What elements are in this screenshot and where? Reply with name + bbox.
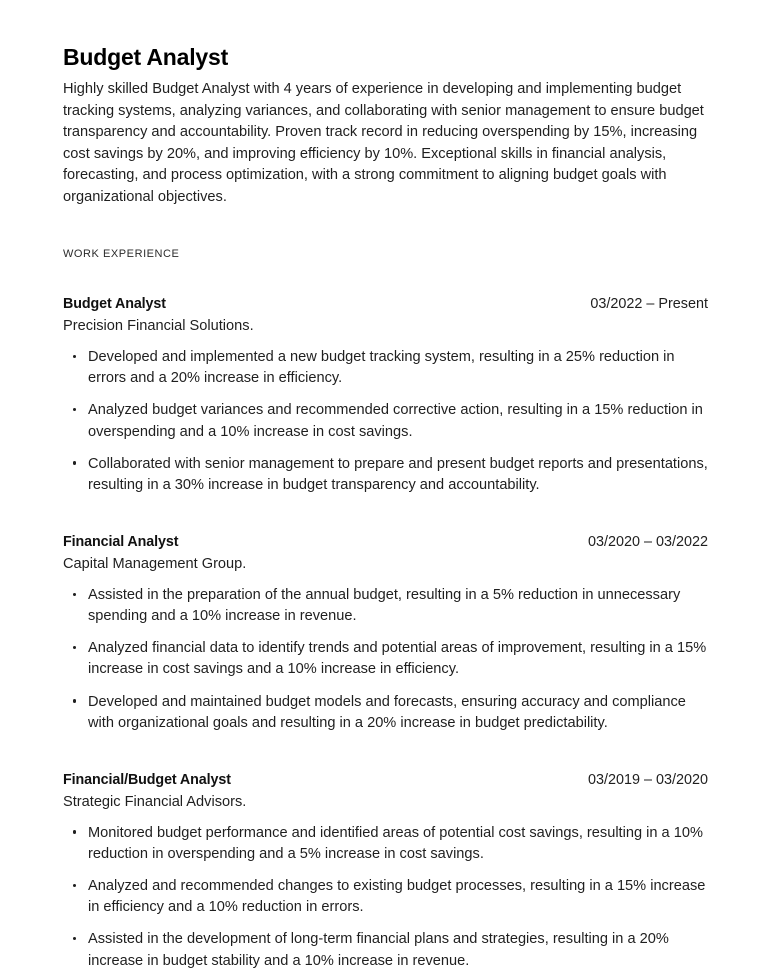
job-bullet-list: [63, 347, 708, 496]
job-bullet-text: Collaborated with senior management to prepare and present budget reports and presentations, resulting in a 30% increase in budget transparency and accountability.: [88, 455, 708, 493]
job-bullet-list: [63, 585, 708, 734]
bullet-dot-icon: [73, 884, 76, 887]
job-bullet: [63, 692, 708, 734]
job-bullet-text: Assisted in the preparation of the annual budget, resulting in a 5% reduction in unnecessary spending and a 10% increase in revenue.: [88, 586, 681, 625]
experience-entry: [63, 772, 708, 972]
job-bullet: [63, 347, 708, 389]
job-bullet: [63, 929, 708, 971]
bullet-dot-icon: [73, 461, 76, 464]
job-bullet: [63, 400, 708, 442]
experience-entry-header: [63, 772, 708, 788]
experience-entry: [63, 296, 708, 496]
job-company: Strategic Financial Advisors.: [63, 793, 247, 810]
job-bullet-list: [63, 823, 708, 972]
job-bullet-text: Analyzed budget variances and recommended corrective action, resulting in a 15% reduction in overspending and a 10% increase in cost savings.: [88, 402, 703, 440]
experience-entry-header: [63, 296, 708, 312]
job-company: Capital Management Group.: [63, 555, 247, 572]
job-bullet-text: Analyzed financial data to identify trends and potential areas of improvement, resulting in a 15% increase in cost savings and a 10% increase in efficiency.: [88, 640, 707, 678]
bullet-dot-icon: [73, 830, 76, 833]
bullet-dot-icon: [73, 408, 76, 411]
experience-entry-header: [63, 534, 708, 550]
job-bullet: [63, 638, 708, 680]
job-title: Budget Analyst: [63, 296, 166, 313]
bullet-dot-icon: [73, 355, 76, 358]
job-bullet: [63, 454, 708, 496]
page-title: Budget Analyst: [63, 44, 229, 70]
job-dates: 03/2022 – Present: [590, 296, 708, 313]
job-bullet-text: Monitored budget performance and identified areas of potential cost savings, resulting in a 10% reduction in overspending and a 5% increase in cost savings.: [88, 824, 703, 862]
bullet-dot-icon: [73, 699, 76, 702]
job-title: Financial Analyst: [63, 533, 179, 550]
job-dates: 03/2019 – 03/2020: [587, 771, 708, 788]
job-bullet-text: Developed and implemented a new budget tracking system, resulting in a 25% reduction in errors and a 20% increase in efficiency.: [88, 349, 675, 387]
job-bullet-text: Assisted in the development of long-term financial plans and strategies, resulting in a 20% increase in budget stability and a 10% increase in revenue.: [88, 931, 669, 969]
experience-entry: [63, 534, 708, 734]
bullet-dot-icon: [73, 593, 76, 596]
job-bullet: [63, 585, 708, 627]
job-company: Precision Financial Solutions.: [63, 318, 254, 335]
job-bullet: [63, 823, 708, 865]
job-bullet: [63, 876, 708, 918]
bullet-dot-icon: [73, 646, 76, 649]
professional-summary: Highly skilled Budget Analyst with 4 years of experience in developing and implementing budget tracking systems, analyzing variances, and collaborating with senior management to ensure budget transparency and accountability. Proven track record in reducing overspending by 15%, increasing cost savings by 20%, and improving efficiency by 10%. Exceptional skills in financial analysis, forecasting, and process optimization, with a strong commitment to aligning budget goals with organizational objectives.: [63, 81, 704, 205]
bullet-dot-icon: [73, 937, 76, 940]
job-title: Financial/Budget Analyst: [63, 771, 231, 788]
section-header-work-experience: WORK EXPERIENCE: [63, 248, 180, 261]
job-bullet-text: Developed and maintained budget models and forecasts, ensuring accuracy and compliance with organizational goals and resulting in a 20% increase in budget predictability.: [88, 693, 686, 731]
job-bullet-text: Analyzed and recommended changes to existing budget processes, resulting in a 15% increase in efficiency and a 10% reduction in errors.: [88, 878, 706, 916]
job-dates: 03/2020 – 03/2022: [587, 533, 708, 550]
